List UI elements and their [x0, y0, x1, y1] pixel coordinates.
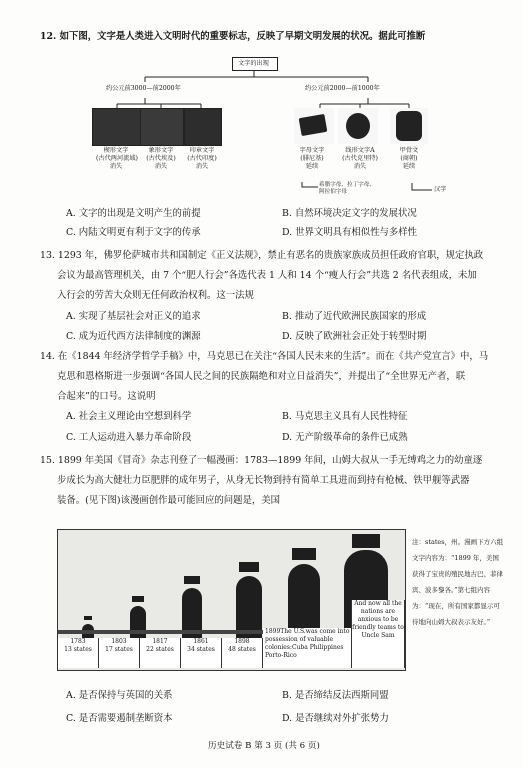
seal-script-image — [184, 108, 222, 146]
q13-option-c: C. 成为近代西方法律制度的渊源 — [66, 331, 201, 342]
q13-stem-line-2: 会议为最高管理机关，由 7 个“肥人行会”各选代表 1 人和 14 个“瘦人行会”共选 2 名代表组成，未加 — [57, 270, 477, 281]
script-label-1: 楔形文字 (古代两河流域) 消失 — [96, 147, 138, 170]
q15-stem-line-1: 15. 1899 年美国《冒奇》杂志刊登了一幅漫画：1783—1899 年间，山姆大叔从一手无缚鸡之力的幼童逐 — [40, 455, 483, 466]
q15-option-d: D. 是否继续对外扩张势力 — [282, 713, 389, 724]
hieroglyph-image — [140, 108, 184, 146]
script-label-4: 字母文字 (腓尼基) 延续 — [299, 147, 325, 170]
right-period-label: 约公元前2000—前1000年 — [305, 85, 380, 92]
script-label-6: 甲骨文 (商朝) 延续 — [399, 147, 419, 170]
q13-stem-line-1: 13. 1293 年，佛罗伦萨城市共和国制定《正义法规》，禁止有恶名的贵族家族成员担任政府官职，规定执政 — [40, 250, 484, 261]
q12-option-b: B. 自然环境决定文字的发展状况 — [282, 208, 417, 219]
q14-stem-line-2: 克思和恩格斯进一步强调“各国人民之间的民族隔绝和对立日益消失”，并提出了“全世界无产者，联 — [57, 371, 466, 382]
timeline-1898: 1898 48 states — [222, 638, 263, 668]
q13-stem-line-3: 入行会的劳苦大众则无任何政治权利。这一法规 — [57, 290, 254, 301]
q15-stem-line-3: 装备。(见下图)该漫画创作最可能回应的问题是，美国 — [57, 495, 280, 506]
q15-stem-line-2: 步成长为高大健壮力臣肥胖的成年男子，从身无长物到持有简单工具进而到持有枪械、铁甲舰等武器 — [57, 475, 470, 486]
q15-option-b: B. 是否缔结反法西斯同盟 — [282, 690, 389, 701]
q13-option-d: D. 反映了欧洲社会正处于转型时期 — [282, 331, 427, 342]
phoenician-descendants: 希腊字母、拉丁字母、阿拉伯字母 — [319, 182, 375, 195]
cartoon-side-note: 注：states，州。漫画下方六组文字内容为：“1899 年，美国获得了宝贵的殖民地古巴、菲律宾、波多黎各。”第七组内容为：“现在，所有国家都显示可待地向山姆大叔表示友好。” — [412, 538, 504, 626]
q14-stem-line-3: 合起来”的口号。这说明 — [57, 391, 156, 402]
oracle-descendant: 汉字 — [434, 186, 447, 193]
q12-option-d: D. 世界文明具有相似性与多样性 — [282, 227, 418, 238]
q13-option-b: B. 推动了近代欧洲民族国家的形成 — [282, 311, 427, 322]
q15-option-c: C. 是否需要遏制垄断资本 — [66, 713, 173, 724]
q14-stem-line-1: 14. 在《1844 年经济学哲学手稿》中，马克思已在关注“各国人民未来的生活”。而在《共产党宣言》中，马 — [40, 351, 489, 362]
caption-nations: And now all the nations are anxious to be friendly teams to Uncle Sam — [351, 600, 405, 668]
q14-option-a: A. 社会主义理论由空想到科学 — [66, 411, 192, 422]
q12-stem: 12. 如下图，文字是人类进入文明时代的重要标志，反映了早期文明发展的状况。据此可推断 — [40, 31, 426, 42]
oracle-bone-image — [390, 108, 428, 144]
script-label-3: 印章文字 (古代印度) 消失 — [187, 147, 217, 170]
q14-option-d: D. 无产阶级革命的条件已成熟 — [282, 432, 408, 443]
uncle-sam-cartoon — [57, 529, 406, 671]
script-label-5: 线形文字A (古代克里特) 消失 — [342, 147, 378, 170]
q15-option-a: A. 是否保持与英国的关系 — [66, 690, 173, 701]
page-footer: 历史试卷 B 第 3 页 (共 6 页) — [208, 741, 320, 751]
q12-option-a: A. 文字的出现是文明产生的前提 — [66, 208, 201, 219]
q14-option-b: B. 马克思主义具有人民性特征 — [282, 411, 408, 422]
linear-a-image — [338, 108, 378, 144]
q13-option-a: A. 实现了基层社会对正义的追求 — [66, 311, 201, 322]
caption-1899: 1899The U.S.was come into possession of valuable colonies:Cuba Philippines Porto-Rico — [263, 628, 352, 668]
figure-man-1861 — [236, 576, 262, 646]
timeline-1803: 1803 17 states — [99, 638, 140, 668]
cuneiform-image — [92, 108, 142, 146]
q14-option-c: C. 工人运动进入暴力革命阶段 — [66, 432, 192, 443]
timeline-1817: 1817 22 states — [140, 638, 181, 668]
timeline-1861: 1861 34 states — [181, 638, 222, 668]
left-period-label: 约公元前3000—前2000年 — [106, 85, 181, 92]
diagram-root-label: 文字的出现 — [238, 60, 269, 67]
script-label-2: 象形文字 (古代埃及) 消失 — [146, 147, 176, 170]
q12-option-c: C. 内陆文明更有利于文字的传承 — [66, 227, 201, 238]
phoenician-image — [294, 108, 334, 144]
timeline-1783: 1783 13 states — [58, 638, 99, 668]
